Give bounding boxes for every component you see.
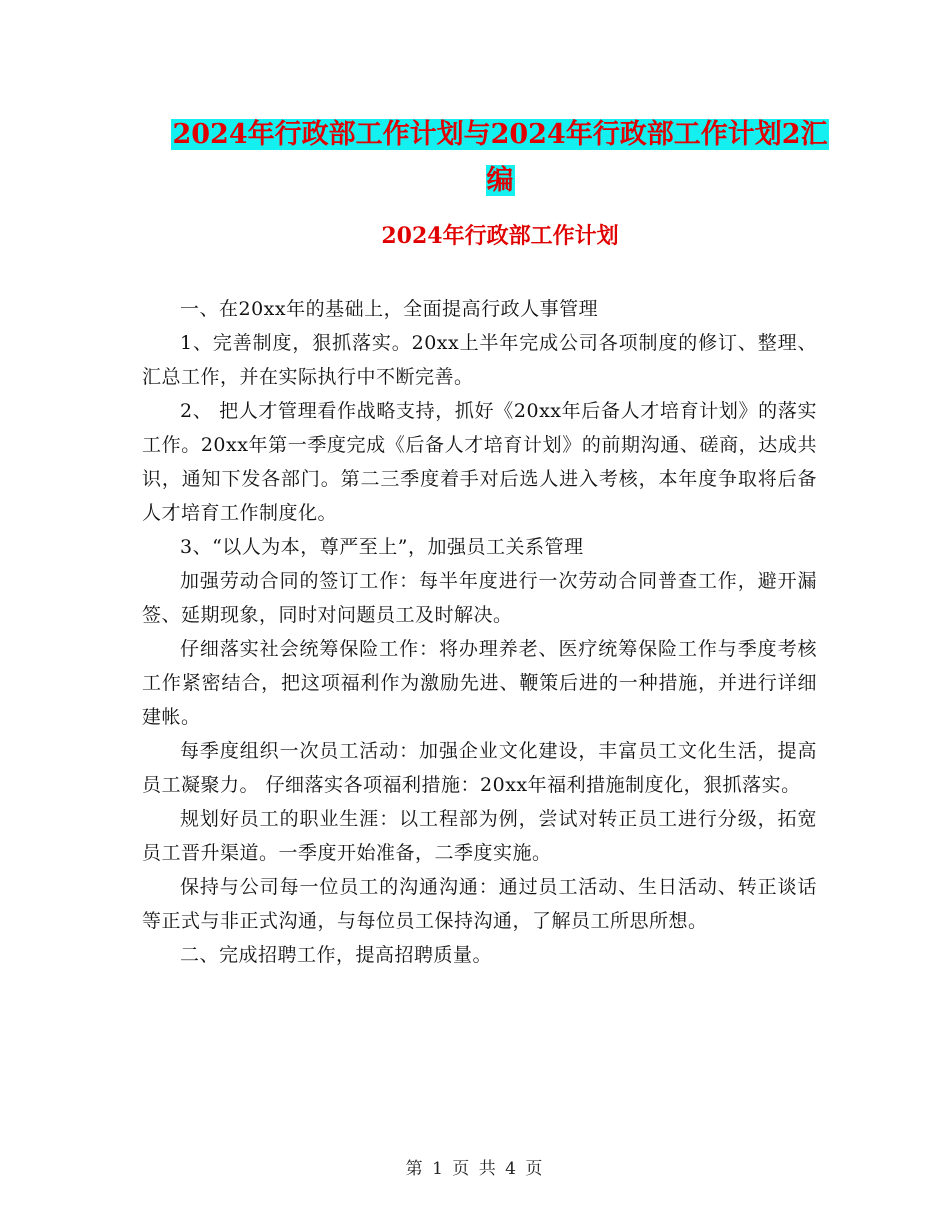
paragraph: 一、在20xx年的基础上，全面提高行政人事管理 bbox=[180, 298, 599, 320]
paragraph: 规划好员工的职业生涯：以工程部为例，尝试对转正员工进行分级，拓宽员工晋升渠道。一季度开始准备，二季度实施。 bbox=[142, 808, 817, 864]
paragraph: 二、完成招聘工作，提高招聘质量。 bbox=[180, 944, 493, 966]
paragraph: 3、“以人为本，尊严至上”，加强员工关系管理 bbox=[180, 536, 584, 558]
paragraph: 2、 把人才管理看作战略支持，抓好《20xx年后备人才培育计划》的落实工作。20xx年第一季度完成《后备人才培育计划》的前期沟通、磋商，达成共识，通知下发各部门。第二三季度着手对后选人进入考核，本年度争取将后备人才培育工作制度化。 bbox=[142, 400, 817, 524]
paragraph: 1、完善制度，狠抓落实。20xx上半年完成公司各项制度的修订、整理、汇总工作，并在实际执行中不断完善。 bbox=[142, 332, 817, 388]
section-title: 2024年行政部工作计划 bbox=[381, 223, 619, 249]
paragraph: 加强劳动合同的签订工作：每半年度进行一次劳动合同普查工作，避开漏签、延期现象，同时对问题员工及时解决。 bbox=[142, 570, 817, 626]
paragraph: 仔细落实社会统筹保险工作：将办理养老、医疗统筹保险工作与季度考核工作紧密结合，把这项福利作为激励先进、鞭策后进的一种措施，并进行详细建帐。 bbox=[142, 638, 817, 728]
main-title bbox=[140, 112, 860, 204]
paragraph: 保持与公司每一位员工的沟通沟通：通过员工活动、生日活动、转正谈话等正式与非正式沟通，与每位员工保持沟通，了解员工所思所想。 bbox=[142, 876, 817, 932]
main-title-line-1: 2024年行政部工作计划与2024年行政部工作计划2汇 bbox=[172, 119, 828, 150]
paragraph: 每季度组织一次员工活动：加强企业文化建设，丰富员工文化生活，提高员工凝聚力。 仔细落实各项福利措施：20xx年福利措施制度化，狠抓落实。 bbox=[142, 740, 817, 796]
main-title-line-2: 编 bbox=[486, 165, 514, 196]
page-footer: 第 1 页 共 4 页 bbox=[405, 1159, 545, 1179]
body-text bbox=[142, 292, 817, 972]
